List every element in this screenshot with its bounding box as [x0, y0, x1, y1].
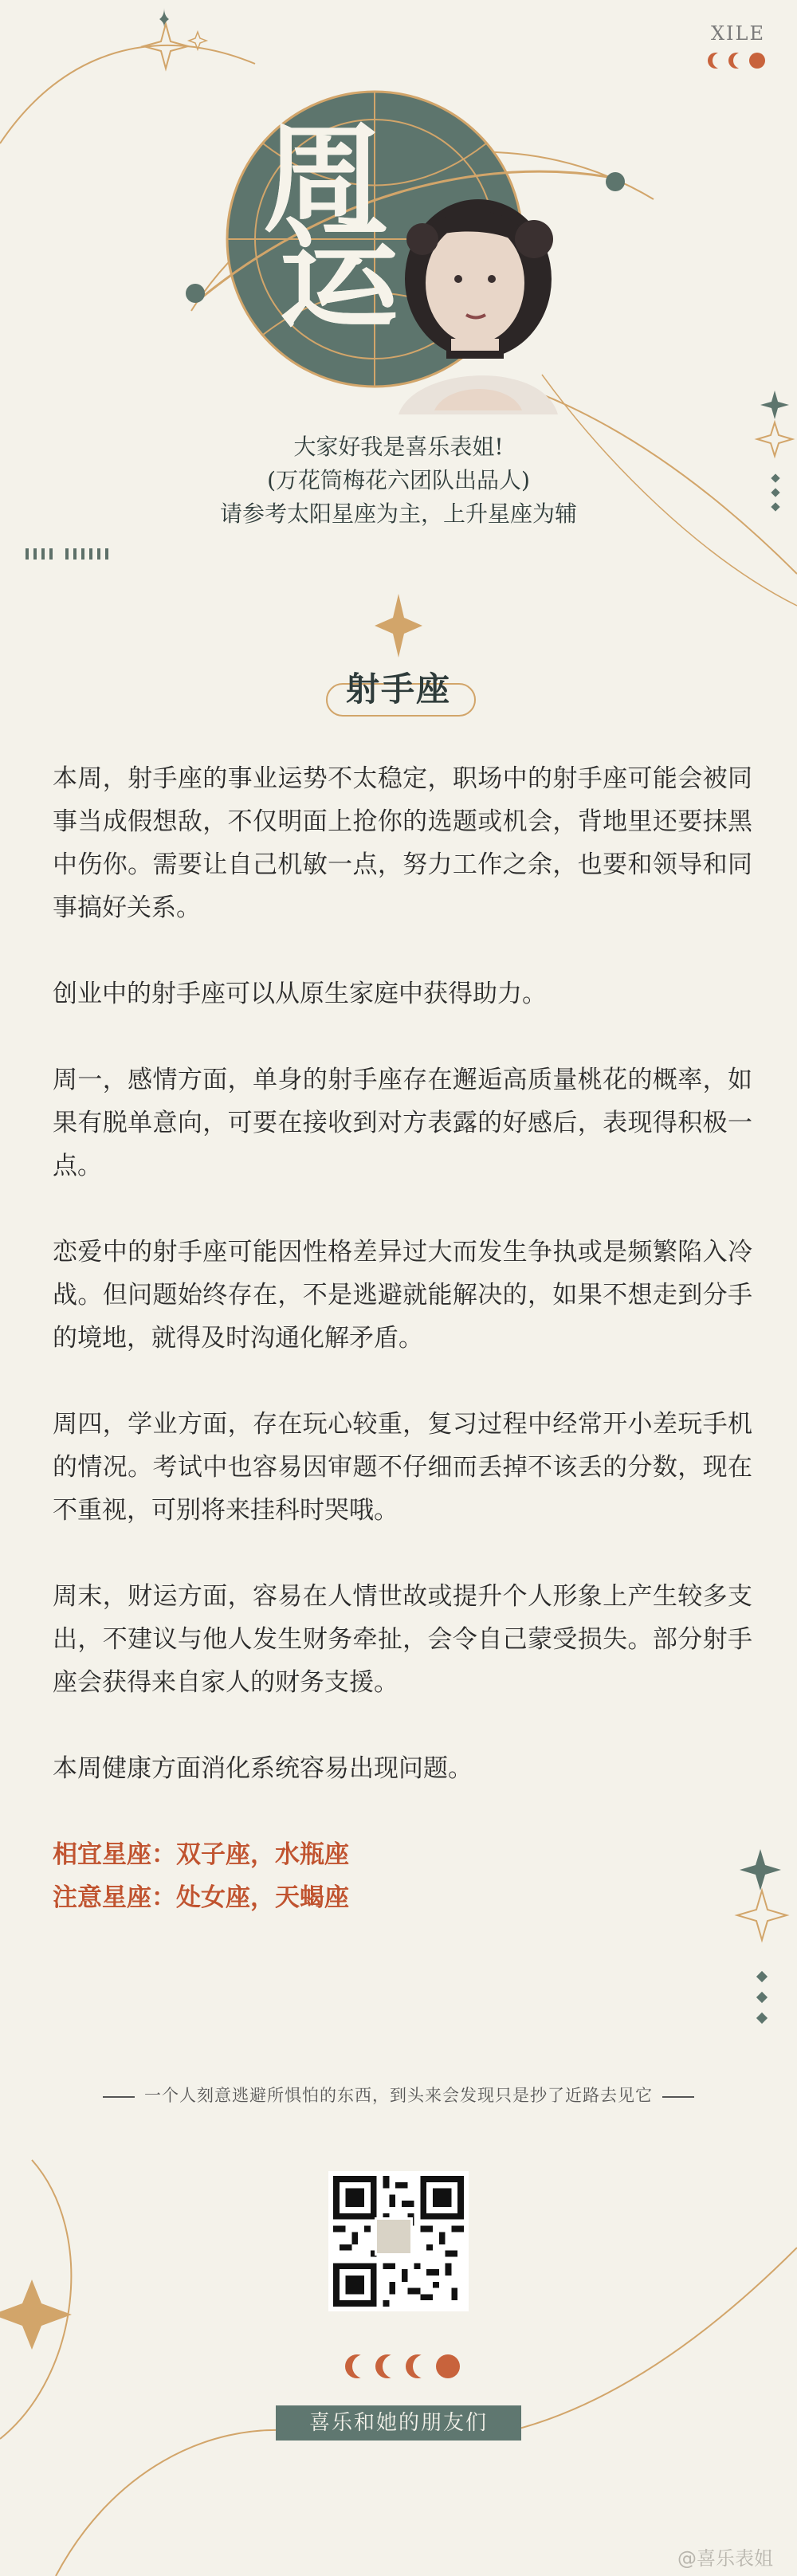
moon-phase-icon	[708, 53, 765, 69]
paragraph-career: 本周，射手座的事业运势不太稳定，职场中的射手座可能会被同事当成假想敌，不仅明面上抢你的选题或机会，背地里还要抹黑中伤你。需要让自己机敏一点，努力工作之余，也要和领导和同事搞好关系。	[53, 764, 752, 922]
title-char-yun: 运	[279, 205, 399, 345]
caution-signs: 注意星座：处女座，天蝎座	[53, 1883, 349, 1912]
paragraph-wealth: 周末，财运方面，容易在人情世故或提升个人形象上产生较多支出，不建议与他人发生财务牵扯，会令自己蒙受损失。部分射手座会获得来自家人的财务支援。	[53, 1582, 752, 1697]
paragraph-love-single: 周一，感情方面，单身的射手座存在邂逅高质量桃花的概率，如果有脱单意向，可要在接收到对方表露的好感后，表现得积极一点。	[53, 1066, 752, 1180]
sign-title: 射手座	[345, 670, 451, 709]
title-char-zhou: 周	[263, 109, 383, 249]
article-body	[53, 757, 752, 1919]
quote-text: 一个人刻意逃避所惧怕的东西，到头来会发现只是抄了近路去见它	[144, 2086, 653, 2105]
paragraph-health: 本周健康方面消化系统容易出现问题。	[53, 1754, 473, 1783]
intro-line-2: (万花筒梅花六团队出品人)	[267, 467, 530, 493]
intro-text	[0, 430, 797, 531]
watermark: @喜乐表姐	[677, 2547, 773, 2570]
avatar	[375, 2217, 413, 2256]
intro-line-3: 请参考太阳星座为主，上升星座为辅	[219, 501, 577, 527]
paragraph-love-relationship: 恋爱中的射手座可能因性格差异过大而发生争执或是频繁陷入冷战。但问题始终存在，不是逃避就能解决的，如果不想走到分手的境地，就得及时沟通化解矛盾。	[53, 1238, 752, 1353]
quote	[0, 2083, 797, 2107]
qr-code[interactable]	[328, 2171, 469, 2311]
compatible-signs: 相宜星座：双子座，水瓶座	[53, 1840, 349, 1869]
decorative-bars	[26, 548, 108, 560]
intro-line-1: 大家好我是喜乐表姐!	[293, 434, 504, 460]
moon-phase-icon-footer	[345, 2354, 460, 2378]
paragraph-study: 周四，学业方面，存在玩心较重，复习过程中经常开小差玩手机的情况。考试中也容易因审题不仔细而丢掉不该丢的分数，现在不重视，可别将来挂科时哭哦。	[53, 1410, 752, 1525]
brand-label: XILE	[710, 22, 765, 45]
paragraph-business: 创业中的射手座可以从原生家庭中获得助力。	[53, 980, 547, 1008]
footer-label: 喜乐和她的朋友们	[276, 2405, 521, 2441]
